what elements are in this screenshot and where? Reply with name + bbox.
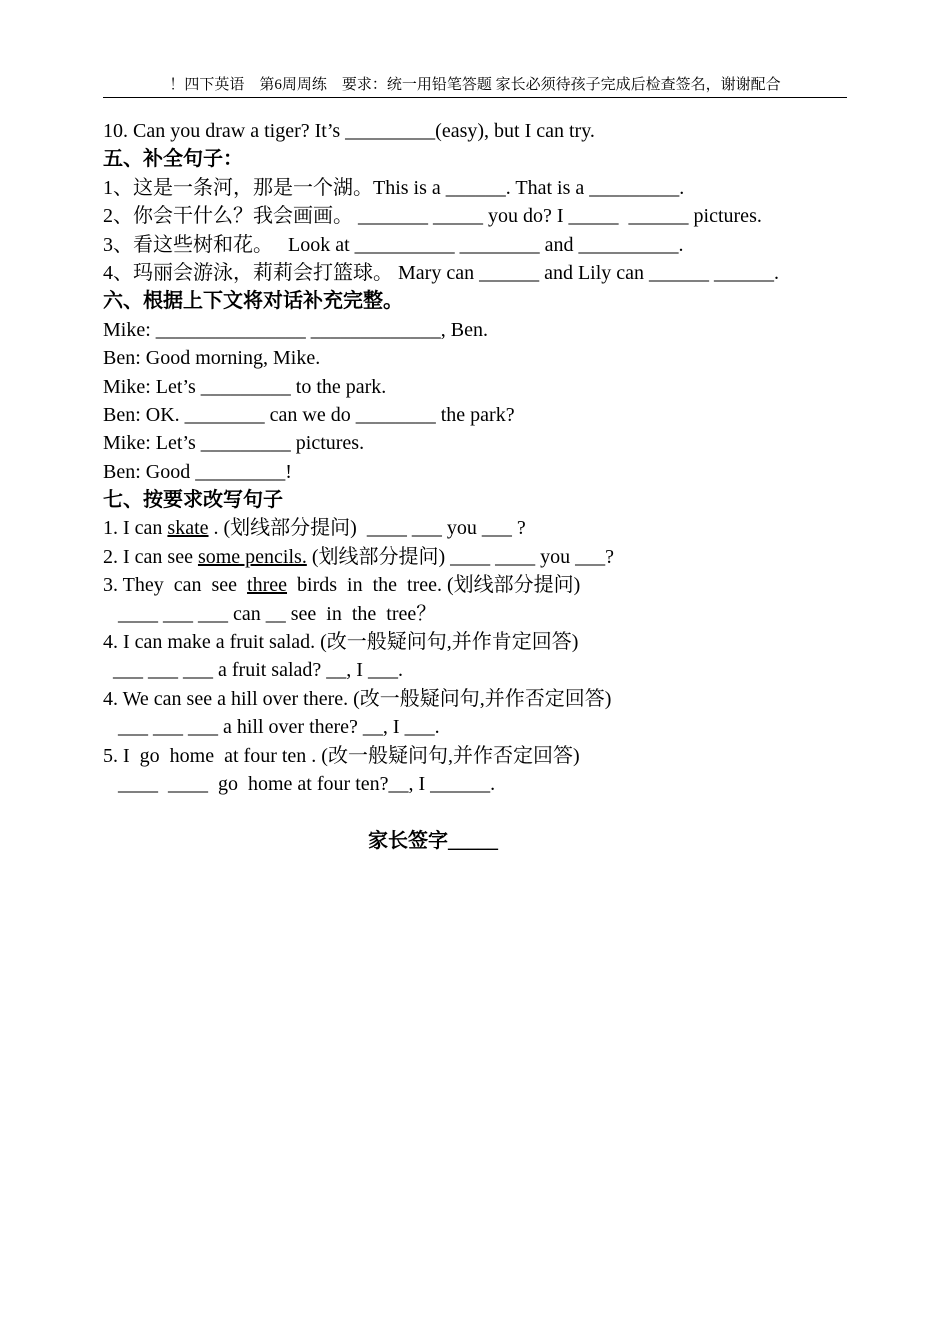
rewrite-text: . (划线部分提问) ____ ___ you ___ ? bbox=[208, 517, 526, 540]
page-header: ！四下英语 第6周周练 要求：统一用铅笔答题 家长必须待孩子完成后检查签名，谢谢配合 bbox=[103, 75, 847, 98]
rewrite-item-2 bbox=[103, 543, 863, 571]
section-7-title: 七、按要求改写句子 bbox=[103, 489, 283, 512]
rewrite-answer-line: ____ ___ ___ can __ see in the tree？ bbox=[103, 602, 437, 625]
rewrite-answer-line: ___ ___ ___ a hill over there? __, I ___. bbox=[103, 716, 440, 739]
section-5-item: 2、你会干什么？我会画画。 _______ _____ you do? I _____ ______ pictures. bbox=[103, 205, 762, 228]
rewrite-answer-line: ____ ____ go home at four ten?__, I ______. bbox=[103, 772, 496, 795]
section-6-title: 六、根据上下文将对话补充完整。 bbox=[103, 290, 403, 313]
dialogue-line: Mike: _______________ _____________, Ben. bbox=[103, 318, 488, 341]
rewrite-text: 3. They can see bbox=[103, 574, 248, 597]
dialogue-line: Ben: OK. ________ can we do ________ the park? bbox=[103, 403, 515, 426]
section-5-item: 3、看这些树和花。 Look at __________ ________ and __________. bbox=[103, 233, 684, 256]
section-5-title: 五、补全句子： bbox=[103, 148, 243, 171]
rewrite-text: birds in the tree. (划线部分提问) bbox=[287, 574, 581, 597]
underlined-word: three bbox=[247, 574, 288, 597]
rewrite-item-1 bbox=[103, 514, 863, 542]
dialogue-line: Ben: Good morning, Mike. bbox=[103, 347, 321, 370]
rewrite-text: 1. I can bbox=[103, 517, 168, 540]
rewrite-item-5: 4. We can see a hill over there. (改一般疑问句,并作否定回答) bbox=[103, 687, 612, 710]
worksheet-content bbox=[103, 117, 863, 798]
dialogue-line: Ben: Good _________! bbox=[103, 460, 292, 483]
question-10: 10. Can you draw a tiger? It’s _________(easy), but I can try. bbox=[103, 120, 595, 142]
rewrite-answer-line: ___ ___ ___ a fruit salad? __, I ___. bbox=[103, 659, 403, 682]
section-5-item: 1、这是一条河，那是一个湖。This is a ______. That is a _________. bbox=[103, 176, 685, 199]
underlined-word: skate bbox=[167, 517, 209, 540]
rewrite-text: (划线部分提问) ____ ____ you ___? bbox=[306, 545, 615, 568]
rewrite-item-4: 4. I can make a fruit salad. (改一般疑问句,并作肯定回答) bbox=[103, 631, 579, 654]
rewrite-text: 2. I can see bbox=[103, 545, 198, 568]
dialogue-line: Mike: Let’s _________ to the park. bbox=[103, 375, 387, 398]
dialogue-line: Mike: Let’s _________ pictures. bbox=[103, 432, 365, 455]
rewrite-item-3 bbox=[103, 571, 863, 599]
underlined-word: some pencils. bbox=[197, 545, 307, 568]
rewrite-item-6: 5. I go home at four ten . (改一般疑问句,并作否定回答) bbox=[103, 744, 580, 767]
parent-signature: 家长签字_____ bbox=[368, 830, 498, 852]
section-5-item: 4、玛丽会游泳，莉莉会打篮球。 Mary can ______ and Lily can ______ ______. bbox=[103, 261, 780, 284]
